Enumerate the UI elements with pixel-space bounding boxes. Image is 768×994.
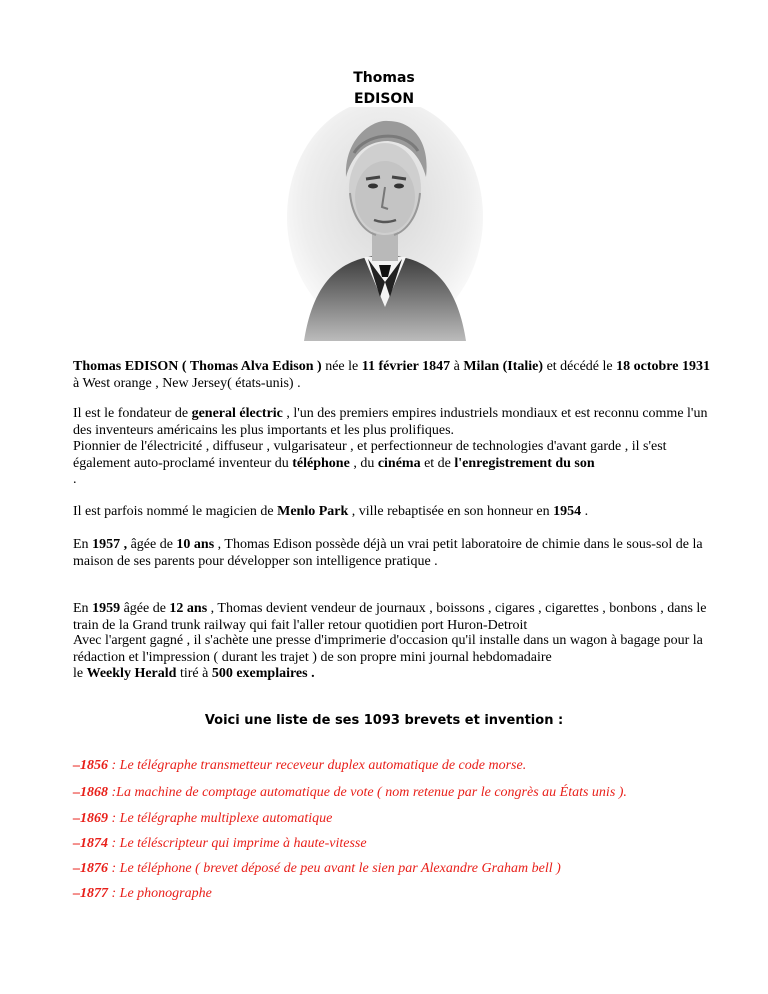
birth-date: 11 février 1847 bbox=[361, 359, 451, 374]
journal-name: Weekly Herald bbox=[86, 666, 177, 681]
menlo-text: Il est parfois nommé le magicien de bbox=[73, 504, 278, 519]
invention-item bbox=[73, 835, 733, 852]
invention-year: –1877 bbox=[73, 886, 108, 901]
newspaper-text: En bbox=[73, 601, 93, 616]
invention-item bbox=[73, 784, 733, 801]
invention-text: : Le téléphone ( brevet déposé de peu avant le sien par Alexandre Graham bell ) bbox=[108, 861, 561, 876]
founder-text: Pionnier de l'électricité , diffuseur , vulgarisateur , et perfectionneur de technologies d'avant garde , il s'est également auto-proclamé inventeur du bbox=[73, 439, 667, 471]
lab-age: 10 ans bbox=[176, 537, 215, 552]
menlo-year: 1954 bbox=[553, 504, 582, 519]
birth-place: Milan (Italie) bbox=[463, 359, 544, 374]
invention-text: : Le télégraphe multiplexe automatique bbox=[108, 811, 333, 826]
invention-text: : Le téléscripteur qui imprime à haute-vitesse bbox=[108, 836, 367, 851]
intro-text: née le bbox=[321, 359, 362, 374]
invention-text: :La machine de comptage automatique de vote ( nom retenue par le congrès au États unis ). bbox=[108, 785, 627, 800]
founder-text: , l'un des premiers empires industriels mondiaux et est reconnu comme l'un des inventeurs américains les plus importants et les plus prolifiques. bbox=[73, 406, 708, 438]
press-text: le bbox=[73, 666, 87, 681]
invention-year: –1868 bbox=[73, 785, 108, 800]
invention-year: –1876 bbox=[73, 861, 108, 876]
intro-name: Thomas EDISON ( Thomas Alva Edison ) bbox=[73, 359, 322, 374]
intro-paragraph bbox=[73, 359, 713, 392]
newspaper-text: , Thomas devient vendeur de journaux , boissons , cigares , cigarettes , bonbons , dans le train de la Grand trunk railway qui fait l'aller retour quotidien port Huron-Detroit bbox=[73, 601, 707, 633]
lab-text: , Thomas Edison possède déjà un vrai petit laboratoire de chimie dans le sous-sol de la maison de ses parents pour développer son intelligence pratique . bbox=[73, 537, 703, 569]
newspaper-age: 12 ans bbox=[169, 601, 208, 616]
invention-text: : Le télégraphe transmetteur receveur duplex automatique de code morse. bbox=[108, 758, 527, 773]
invention-text: : Le phonographe bbox=[108, 886, 212, 901]
invention-item bbox=[73, 757, 733, 774]
invention-item bbox=[73, 860, 733, 877]
menlo-park: Menlo Park bbox=[277, 504, 349, 519]
portrait-image bbox=[284, 107, 486, 341]
intro-text: à bbox=[450, 359, 464, 374]
invention-year: –1874 bbox=[73, 836, 108, 851]
company-name: general électric bbox=[191, 406, 283, 421]
intro-text: à West orange , New Jersey( états-unis) . bbox=[73, 375, 301, 391]
founder-text: . bbox=[73, 472, 77, 487]
invention-telephone: téléphone bbox=[292, 455, 350, 471]
death-date: 18 octobre 1931 bbox=[616, 359, 710, 374]
invention-cinema: cinéma bbox=[377, 455, 421, 471]
founder-paragraph bbox=[73, 406, 713, 489]
invention-item bbox=[73, 885, 733, 902]
menlo-text: . bbox=[581, 504, 589, 519]
press-paragraph bbox=[73, 633, 713, 683]
press-text: tiré à bbox=[176, 666, 212, 681]
invention-year: –1856 bbox=[73, 758, 108, 773]
menlo-paragraph bbox=[73, 504, 713, 521]
invention-sound-recording: l'enregistrement du son bbox=[454, 455, 595, 471]
newspaper-year: 1959 bbox=[92, 601, 121, 616]
invention-item bbox=[73, 810, 733, 827]
title-line-2: EDISON bbox=[353, 91, 415, 107]
press-text: Avec l'argent gagné , il s'achète une presse d'imprimerie d'occasion qu'il installe dans un wagon à bagage pour la rédaction et l'impression ( durant les trajet ) de son propre mini journal hebdomadaire bbox=[73, 633, 703, 665]
founder-text: et de bbox=[420, 455, 455, 471]
print-run: 500 exemplaires . bbox=[211, 666, 315, 681]
newspaper-paragraph bbox=[73, 601, 713, 634]
lab-text: En bbox=[73, 537, 93, 552]
newspaper-text: âgée de bbox=[120, 601, 170, 616]
title-line-1: Thomas bbox=[353, 70, 415, 86]
founder-text: , du bbox=[349, 455, 378, 471]
inventions-heading: Voici une liste de ses 1093 brevets et invention : bbox=[204, 713, 564, 728]
lab-year: 1957 , bbox=[92, 537, 128, 552]
lab-paragraph bbox=[73, 537, 713, 570]
founder-text: Il est le fondateur de bbox=[73, 406, 192, 421]
lab-text: âgée de bbox=[127, 537, 177, 552]
menlo-text: , ville rebaptisée en son honneur en bbox=[348, 504, 554, 519]
invention-year: –1869 bbox=[73, 811, 108, 826]
intro-text: et décédé le bbox=[543, 359, 617, 374]
page-title bbox=[0, 68, 768, 110]
